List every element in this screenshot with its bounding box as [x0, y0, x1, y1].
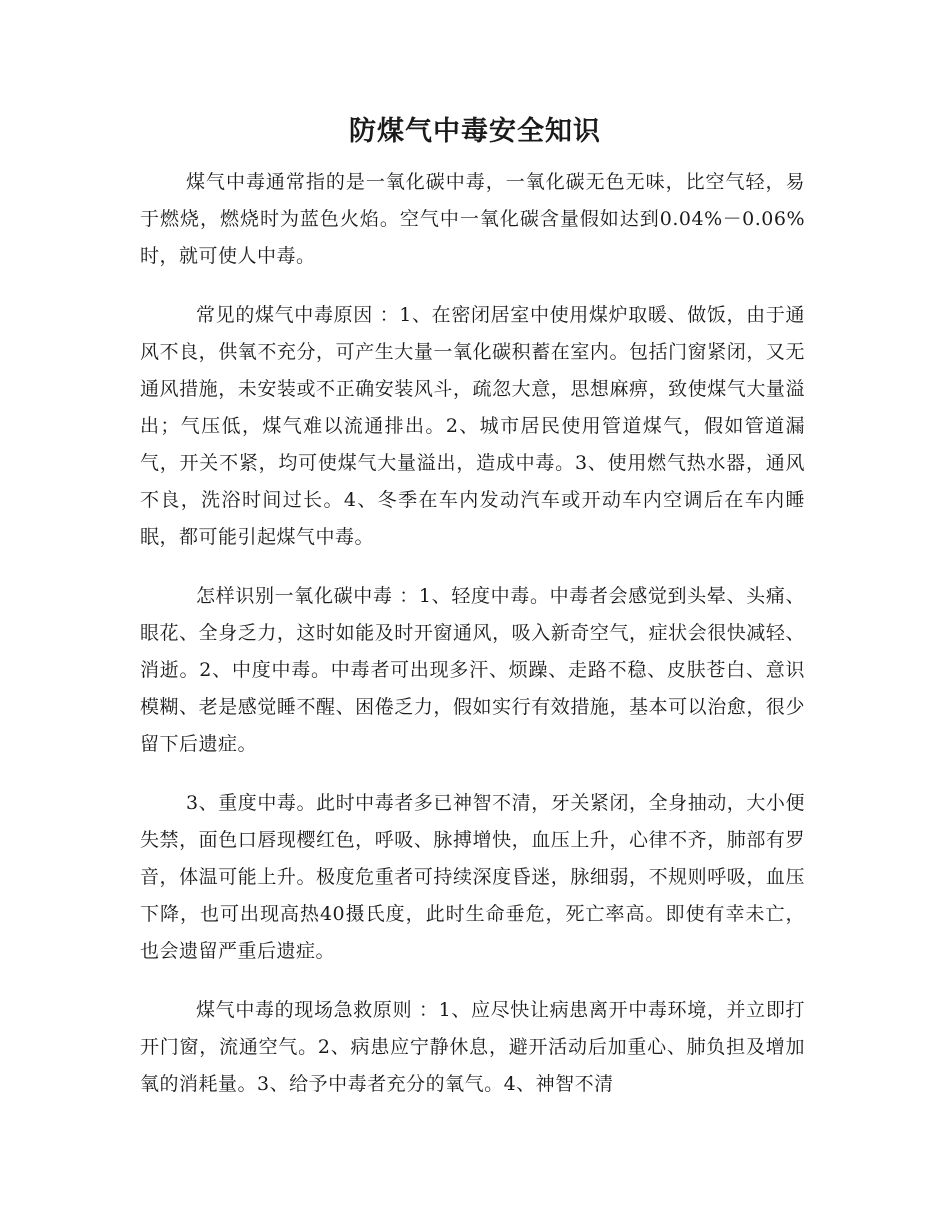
document-body: [140, 164, 805, 1103]
paragraph-first-aid: 煤气中毒的现场急救原则 ：1、应尽快让病患离开中毒环境，并立即打开门窗，流通空气。2、病患应宁静休息，避开活动后加重心、肺负担及增加氧的消耗量。3、给予中毒者充分的氧气。4、神智不清: [140, 999, 805, 1095]
document-title: 防煤气中毒安全知识: [349, 116, 601, 147]
paragraph-causes: 常见的煤气中毒原因 ：1、在密闭居室中使用煤炉取暖、做饭，由于通风不良，供氧不充分，可产生大量一氧化碳积蓄在室内。包括门窗紧闭，又无通风措施，未安装或不正确安装风斗，疏忽大意，思想麻痹，致使煤气大量溢出；气压低，煤气难以流通排出。2、城市居民使用管道煤气，假如管道漏气，开关不紧，均可使煤气大量溢出，造成中毒。3、使用燃气热水器，通风不良，洗浴时间过长。4、冬季在车内发动汽车或开动车内空调后在车内睡眠，都可能引起煤气中毒。: [140, 304, 805, 548]
paragraph-intro: 煤气中毒通常指的是一氧化碳中毒，一氧化碳无色无味，比空气轻，易于燃烧，燃烧时为蓝色火焰。空气中一氧化碳含量假如达到0.04%－0.06%时，就可使人中毒。: [140, 171, 805, 267]
paragraph-severe-poisoning: 3、重度中毒。此时中毒者多已神智不清，牙关紧闭，全身抽动，大小便失禁，面色口唇现樱红色，呼吸、脉搏增快，血压上升，心律不齐，肺部有罗音，体温可能上升。极度危重者可持续深度昏迷，脉细弱，不规则呼吸，血压下降，也可出现高热40摄氏度，此时生命垂危，死亡率高。即使有幸未亡，也会遗留严重后遗症。: [140, 792, 805, 962]
paragraph-identification: 怎样识别一氧化碳中毒 ：1、轻度中毒。中毒者会感觉到头晕、头痛、眼花、全身乏力，这时如能及时开窗通风，吸入新奇空气，症状会很快减轻、消逝。2、中度中毒。中毒者可出现多汗、烦躁、走路不稳、皮肤苍白、意识模糊、老是感觉睡不醒、困倦乏力，假如实行有效措施，基本可以治愈，很少留下后遗症。: [140, 585, 805, 755]
